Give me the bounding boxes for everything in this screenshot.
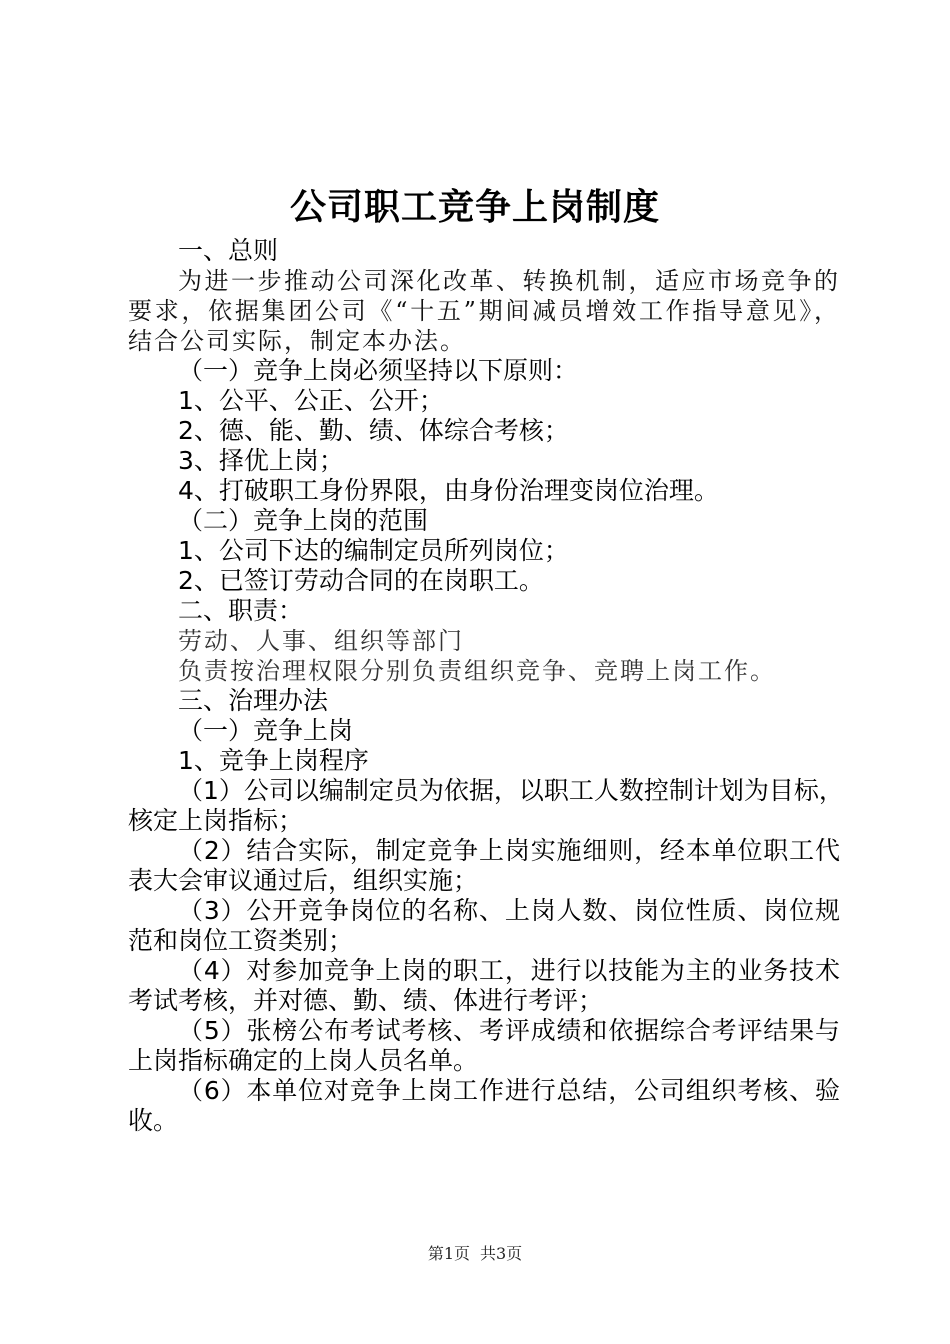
subsection-heading: （一）竞争上岗 [178, 716, 354, 745]
procedure-item: （3）公开竞争岗位的名称、上岗人数、岗位性质、岗位规 [178, 896, 840, 925]
procedure-item: （5）张榜公布考试考核、考评成绩和依据综合考评结果与 [178, 1016, 840, 1045]
page-total: 共3页 [480, 1244, 523, 1263]
paragraph-line: 要求，依据集团公司《“十五”期间减员增效工作指导意见》， [128, 297, 840, 325]
procedure-item-continuation: 上岗指标确定的上岗人员名单。 [128, 1046, 479, 1075]
list-item: 1、公平、公正、公开； [178, 386, 444, 415]
paragraph-line: 负责按治理权限分别负责组织竞争、竞聘上岗工作。 [178, 657, 776, 685]
document-title: 公司职工竞争上岗制度 [289, 187, 660, 228]
list-item: 4、打破职工身份界限，由身份治理变岗位治理。 [178, 476, 719, 505]
list-item: 2、德、能、勤、绩、体综合考核； [178, 416, 569, 445]
subsection-heading: （二）竞争上岗的范围 [178, 506, 429, 535]
section-heading: 二、职责： [178, 596, 304, 625]
subsection-heading: （一）竞争上岗必须坚持以下原则： [178, 356, 579, 385]
page-number: 第1页 [427, 1244, 470, 1263]
paragraph-line: 结合公司实际，制定本办法。 [128, 327, 466, 355]
procedure-item-continuation: 表大会审议通过后，组织实施； [128, 866, 479, 895]
procedure-item: （6）本单位对竞争上岗工作进行总结，公司组织考核、验 [178, 1076, 840, 1105]
list-item: 3、择优上岗； [178, 446, 344, 475]
procedure-item: （1）公司以编制定员为依据，以职工人数控制计划为目标， [178, 776, 844, 805]
list-item: 2、已签订劳动合同的在岗职工。 [178, 566, 544, 595]
section-heading: 一、总则 [178, 236, 279, 265]
procedure-item: （4）对参加竞争上岗的职工，进行以技能为主的业务技术 [178, 956, 840, 985]
section-heading: 三、治理办法 [178, 686, 329, 715]
list-item: 1、公司下达的编制定员所列岗位； [178, 536, 569, 565]
document-body [128, 236, 844, 1136]
procedure-item-continuation: 收。 [128, 1106, 179, 1135]
paragraph-line: 为进一步推动公司深化改革、转换机制，适应市场竞争的 [178, 267, 840, 295]
procedure-item-continuation: 考试考核，并对德、勤、绩、体进行考评； [128, 986, 604, 1015]
procedure-item-continuation: 核定上岗指标； [128, 806, 304, 835]
paragraph-line: 劳动、人事、组织等部门 [178, 627, 464, 655]
procedure-item-continuation: 范和岗位工资类别； [128, 926, 354, 955]
procedure-item: （2）结合实际，制定竞争上岗实施细则，经本单位职工代 [178, 836, 840, 865]
page-footer [0, 1243, 950, 1265]
list-item: 1、竞争上岗程序 [178, 746, 369, 775]
